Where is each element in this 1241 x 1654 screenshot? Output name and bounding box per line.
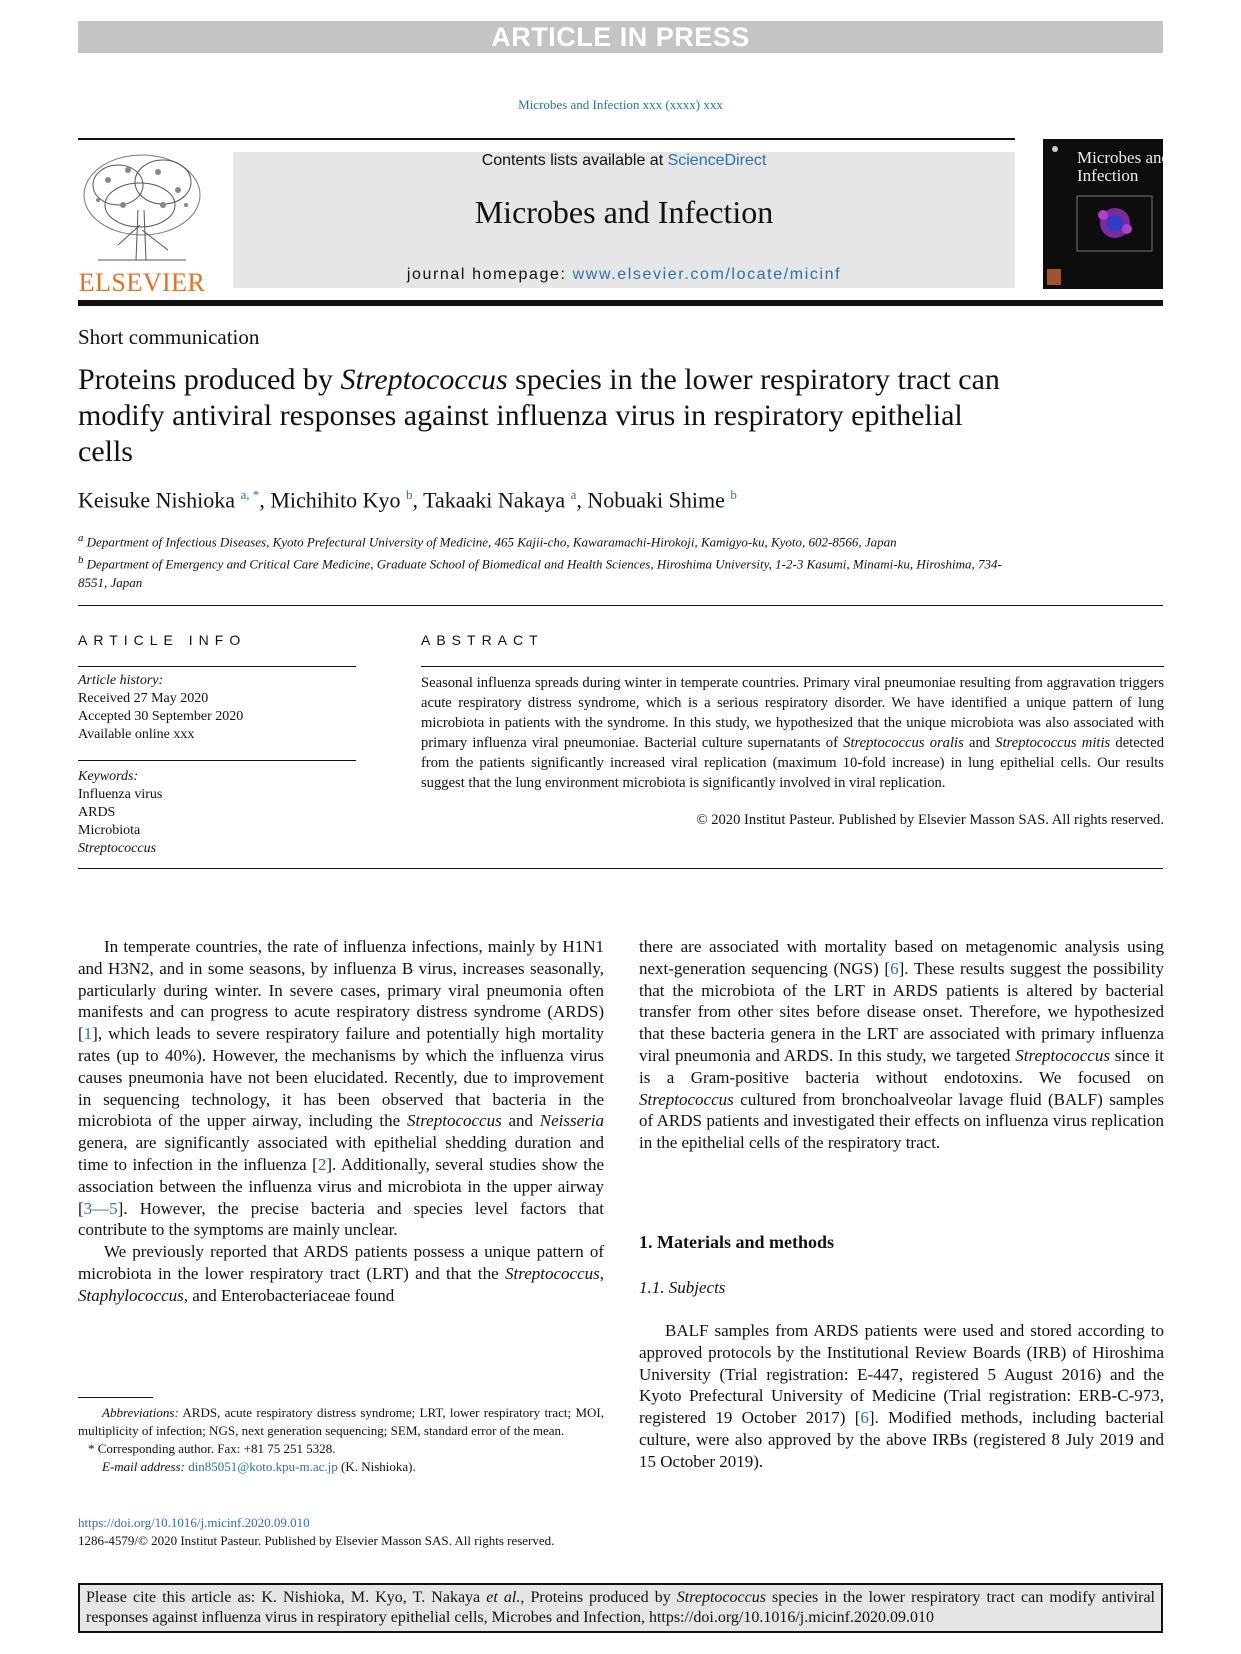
keyword: Streptococcus [78, 841, 157, 856]
corresponding-author-footnote: * Corresponding author. Fax: +81 75 251 5328. [88, 1441, 336, 1456]
citation-link[interactable]: 2 [317, 1154, 327, 1174]
body-right-column [639, 936, 1164, 1154]
citation-link[interactable]: 3—5 [83, 1198, 118, 1218]
cover-title-1: Microbes and [1077, 148, 1163, 167]
homepage-line [233, 266, 1015, 284]
footnote-rule [78, 1397, 153, 1398]
homepage-link[interactable]: www.elsevier.com/locate/micinf [572, 266, 842, 283]
genus-name: Neisseria [539, 1111, 604, 1131]
cover-title-2: Infection [1077, 166, 1139, 185]
cite-text: species in the lower respiratory tract can modify antiviral responses against influenza virus in respiratory epithelial cells, Microbes and Infection, https://doi.org/10.1016/j.micinf.2020.09.010 [86, 1589, 1156, 1626]
text-run: ]. Modified methods, including bacterial culture, were also approved by the above IRBs (registered 8 July 2019 and 15 October 2019). [639, 1408, 1164, 1471]
affiliation-mark: b [78, 554, 84, 567]
species-name: Streptococcus mitis [995, 735, 1111, 751]
homepage-prefix: journal homepage: [406, 266, 573, 283]
article-history [78, 672, 243, 744]
author-affiliation-mark[interactable]: b [405, 487, 413, 502]
genus-name: Streptococcus [505, 1263, 600, 1283]
keyword: Influenza virus [78, 787, 163, 802]
abbreviations-footnote [78, 1404, 604, 1440]
body-paragraph: We previously reported that ARDS patients possess a unique pattern of microbiota in the lower respiratory tract (LRT) and that the Streptococcus, Staphylococcus, and Enterobacteriaceae found [78, 1242, 604, 1305]
species-name: Streptococcus oralis [843, 735, 964, 751]
info-rule [78, 666, 356, 667]
article-in-press-banner: ARTICLE IN PRESS [78, 21, 1163, 53]
section-divider [78, 868, 1163, 869]
header-rule [78, 138, 1015, 140]
cite-genus: Streptococcus [676, 1589, 766, 1606]
keywords [78, 768, 162, 858]
body-paragraph [639, 1320, 1164, 1473]
abstract-part: detected from the patients significantly increased viral replication (maximum 10-fold increase) in lung epithelial cells. Our results suggest that the lung environment microbiota is significantly involved in viral replication. [421, 735, 1165, 791]
journal-reference[interactable]: Microbes and Infection xxx (xxxx) xxx [518, 97, 723, 112]
author-affiliation-mark[interactable]: b [730, 487, 737, 502]
footnotes [78, 1404, 604, 1476]
history-label: Article history: [78, 673, 164, 688]
subsection-heading: 1.1. Subjects [639, 1278, 726, 1297]
doi-link[interactable]: https://doi.org/10.1016/j.micinf.2020.09.010 [78, 1515, 310, 1530]
title-part-2: species in the lower respiratory tract can modify antiviral responses against influenza virus in respiratory epithelial cells [78, 363, 1000, 468]
author-separator: , [576, 487, 588, 513]
genus-name: Streptococcus [406, 1111, 502, 1131]
affiliation-b [78, 551, 1018, 591]
affiliation-text: Department of Emergency and Critical Care Medicine, Graduate School of Biomedical and Health Sciences, Hiroshima University, 1-2-3 Kasumi, Minami-ku, Hiroshima, 734-8551, Japan [78, 556, 1002, 590]
abstract-header: ABSTRACT [421, 632, 544, 648]
text-run: cultured from bronchoalveolar lavage fluid (BALF) samples of ARDS patients and investigated their effects on influenza virus replication in the epithelial cells of the respiratory tract. [639, 1089, 1164, 1153]
abstract-part: and [963, 735, 996, 751]
citation-link[interactable]: 6 [860, 1408, 869, 1428]
section-heading: 1. Materials and methods [639, 1232, 834, 1252]
issn-copyright: 1286-4579/© 2020 Institut Pasteur. Published by Elsevier Masson SAS. All rights reserved. [78, 1533, 555, 1548]
sciencedirect-link[interactable]: ScienceDirect [667, 152, 767, 169]
citation-link[interactable]: 1 [83, 1024, 93, 1044]
text-run: BALF samples from ARDS patients were used and stored according to approved protocols by the Institutional Review Boards (IRB) of Hiroshima University (Trial registration: E-447, registered 5 August 2016) and the Kyoto Prefectural University of Medicine (Trial registration: ERB-C-973, registered 19 October 2017) [ [639, 1321, 1164, 1428]
affiliation-text: Department of Infectious Diseases, Kyoto Prefectural University of Medicine, 465 Kajii-cho, Kawaramachi-Hirokoji, Kamigyo-ku, Kyoto, 602-8566, Japan [86, 534, 897, 550]
cite-etal: et al. [486, 1589, 521, 1606]
abstract-part: Seasonal influenza spreads during winter in temperate countries. Primary viral pneumoniae resulting from aggravation triggers acute respiratory distress syndrome, which is a serious respiratory disorder. We have identified a unique pattern of lung microbiota in patients with the syndrome. In this study, we hypothesized that the unique microbiota was also associated with primary influenza viral pneumoniae. Bacterial culture supernatants of [421, 675, 1164, 751]
received-date: Received 27 May 2020 [78, 691, 209, 706]
text-run: , and Enterobacteriaceae found [183, 1285, 395, 1305]
keywords-label: Keywords: [78, 769, 139, 784]
keywords-rule [78, 760, 356, 761]
body-paragraph [78, 936, 604, 1241]
abbreviations-label: Abbreviations: [102, 1405, 179, 1420]
text-run: ]. These results suggest the possibility that the microbiota of the LRT in ARDS patients is altered by bacterial transfer from other sites before disease onset. Therefore, we hypothesized that these bacteria genera in the LRT are associated with primary influenza viral pneumonia and ARDS. In this study, we targeted [639, 958, 1164, 1065]
author-separator: , [412, 487, 424, 513]
genus-name: Streptococcus [1015, 1045, 1110, 1065]
keyword: Microbiota [78, 823, 141, 838]
section-divider [78, 605, 1163, 606]
elsevier-wordmark: ELSEVIER [78, 268, 206, 297]
author-list [78, 487, 737, 513]
author-name[interactable]: Keisuke Nishioka [78, 487, 236, 513]
affiliations [78, 529, 1018, 592]
text-run: since it is a Gram-positive bacteria without endotoxins. We focused on [639, 1045, 1164, 1087]
email-footnote [78, 1458, 604, 1476]
text-run: ]. Additionally, several studies show the association between the influenza virus and microbiota in the upper airway [ [78, 1154, 604, 1218]
cite-text: , Proteins produced by [520, 1589, 677, 1606]
text-run: there are associated with mortality based on metagenomic analysis using next-generation sequencing (NGS) [ [639, 937, 1164, 978]
cite-text: Please cite this article as: K. Nishioka, M. Kyo, T. Nakaya [86, 1589, 487, 1606]
subjects-paragraph-block [639, 1320, 1164, 1473]
title-part-1: Proteins produced by [78, 363, 341, 396]
article-type: Short communication [78, 325, 260, 349]
text-run: ]. However, the precise bacteria and species level factors that contribute to the symptoms are mainly unclear. [78, 1198, 604, 1240]
text-run: ], which leads to severe respiratory failure and potentially high mortality rates (up to 40%). However, the mechanisms by which the influenza virus causes pneumonia have not been elucidated. Recently, due to improvement in sequencing technology, it has been observed that bacteria in the microbiota of the upper airway, including the [78, 1024, 604, 1131]
body-left-column [78, 936, 604, 1307]
citation-box [78, 1583, 1163, 1633]
author-name[interactable]: Michihito Kyo [270, 487, 401, 513]
journal-name: Microbes and Infection [474, 194, 774, 230]
abstract-rule [421, 666, 1164, 667]
affiliation-a [78, 529, 1018, 551]
text-run: and [501, 1111, 540, 1131]
email-link[interactable]: din85051@koto.kpu-m.ac.jp [188, 1459, 338, 1474]
genus-name: Streptococcus [639, 1089, 734, 1109]
genus-name: Staphylococcus [78, 1285, 184, 1305]
email-suffix: (K. Nishioka). [337, 1459, 416, 1474]
text-run: genera, are significantly associated with epithelial shedding duration and time to infection in the influenza [ [78, 1133, 604, 1174]
abstract-copyright: © 2020 Institut Pasteur. Published by Elsevier Masson SAS. All rights reserved. [696, 812, 1164, 828]
header-thick-rule [78, 300, 1163, 306]
author-name[interactable]: Takaaki Nakaya [423, 487, 566, 513]
author-affiliation-mark[interactable]: a [570, 487, 577, 502]
abbreviations-text: ARDS, acute respiratory distress syndrome; LRT, lower respiratory tract; MOI, multiplicity of infection; NGS, next generation sequencing; SEM, standard error of the mean. [78, 1405, 604, 1438]
author-affiliation-mark[interactable]: a, * [240, 487, 260, 502]
contents-prefix: Contents lists available at [481, 152, 668, 169]
article-info-header: ARTICLE INFO [78, 632, 247, 648]
keyword: ARDS [78, 805, 116, 820]
abstract-text [421, 673, 1164, 793]
text-run: We previously reported that ARDS patients possess a unique pattern of microbiota in the lower respiratory tract (LRT) and that the [78, 1242, 604, 1283]
online-date: Available online xxx [78, 727, 195, 742]
article-title [78, 362, 1008, 470]
email-label: E-mail address: [102, 1459, 185, 1474]
citation-link[interactable]: 6 [890, 958, 899, 978]
author-separator: , [259, 487, 271, 513]
journal-cover[interactable] [1043, 139, 1163, 289]
contents-line [233, 152, 1015, 170]
affiliation-mark: a [78, 532, 84, 544]
accepted-date: Accepted 30 September 2020 [78, 709, 244, 724]
author-name[interactable]: Nobuaki Shime [587, 487, 725, 513]
text-run: In temperate countries, the rate of influenza infections, mainly by H1N1 and H3N2, and in some seasons, by influenza B virus, increases seasonally, particularly during winter. In severe cases, primary viral pneumonia often manifests and can progress to acute respiratory distress syndrome (ARDS) [ [78, 937, 604, 1044]
body-paragraph [639, 936, 1164, 1154]
title-italic: Streptococcus [340, 363, 508, 396]
